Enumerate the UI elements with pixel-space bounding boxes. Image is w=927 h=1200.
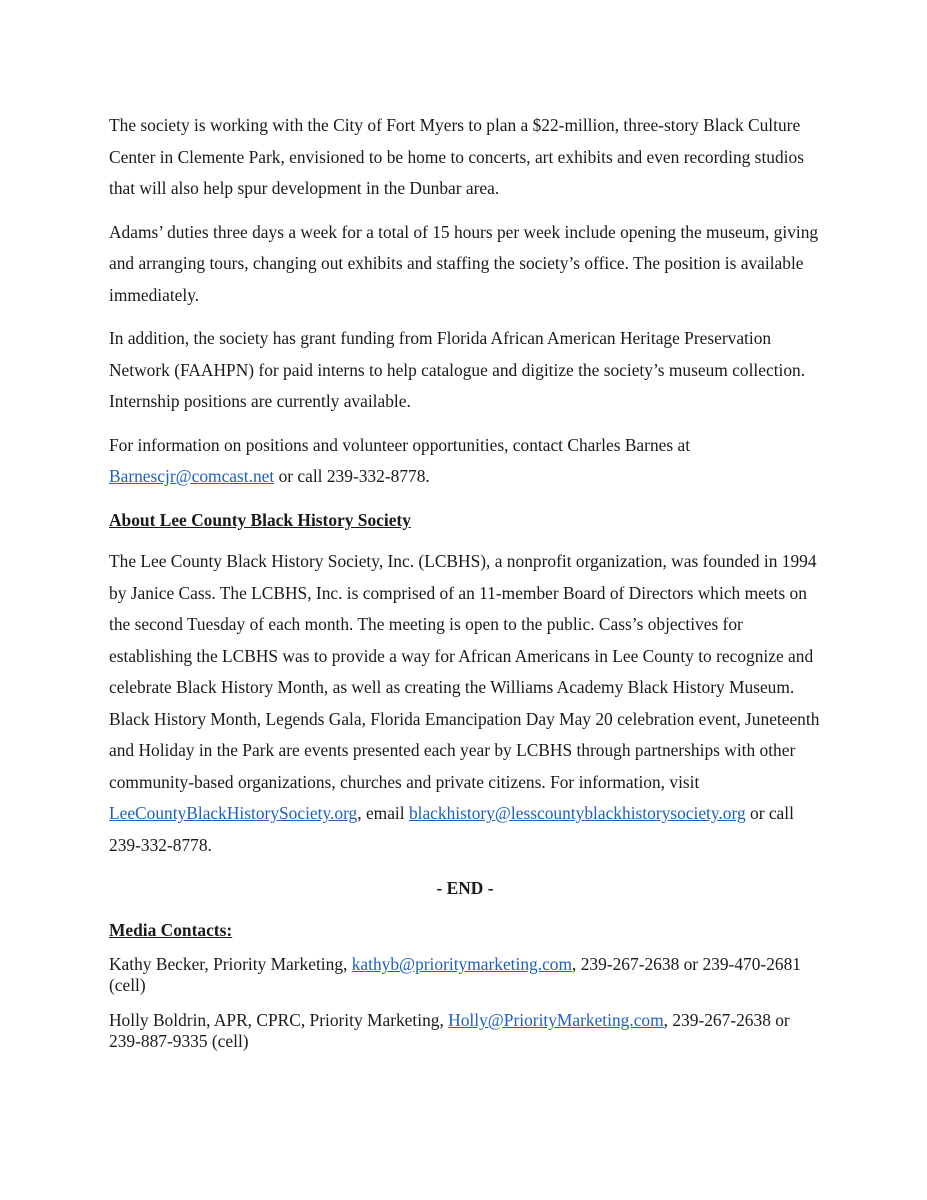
about-heading: About Lee County Black History Society [109,509,411,530]
media-contact-boldrin [109,1010,821,1052]
about-paragraph [109,546,821,861]
document-page [109,110,821,1066]
paragraph-grant-funding: In addition, the society has grant funding from Florida African American Heritage Preservation Network (FAAHPN) for paid interns to help catalogue and digitize the society’s museum collection. Internship positions are currently available. [109,328,806,411]
media-contacts-heading: Media Contacts: [109,919,233,940]
paragraph-contact-info [109,430,821,493]
about-mid-text: , email [357,803,409,823]
media-contact-becker [109,954,821,996]
society-email-link[interactable]: blackhistory@lesscountyblackhistorysociety.org [408,803,746,823]
becker-phone: , 239-267-2638 or 239-470-2681 (cell) [109,954,801,995]
about-phone: or call 239-332-8778. [109,803,794,855]
contact-info-phone: or call 239-332-8778. [274,466,430,486]
paragraph-culture-center: The society is working with the City of Fort Myers to plan a $22-million, three-story Black Culture Center in Clemente Park, envisioned to be home to concerts, art exhibits and even recording studios that will also help spur development in the Dunbar area. [109,115,804,198]
about-text: The Lee County Black History Society, Inc. (LCBHS), a nonprofit organization, was founded in 1994 by Janice Cass. The LCBHS, Inc. is comprised of an 11-member Board of Directors which meets on the second Tuesday of each month. The meeting is open to the public. Cass’s objectives for establishing the LCBHS was to provide a way for African Americans in Lee County to recognize and celebrate Black History Month, as well as creating the Williams Academy Black History Museum. Black History Month, Legends Gala, Florida Emancipation Day May 20 celebration event, Juneteenth and Holiday in the Park are events presented each year by LCBHS through partnerships with other community-based organizations, churches and private citizens. For information, visit [109,551,820,792]
boldrin-email-link[interactable]: Holly@PriorityMarketing.com [448,1010,664,1030]
boldrin-text: Holly Boldrin, APR, CPRC, Priority Marketing, [109,1010,449,1030]
becker-text: Kathy Becker, Priority Marketing, [109,954,352,974]
barnes-email-link[interactable]: Barnescjr@comcast.net [109,466,275,486]
paragraph-adams-duties: Adams’ duties three days a week for a total of 15 hours per week include opening the museum, giving and arranging tours, changing out exhibits and staffing the society’s office. The position is available immediately. [109,221,819,305]
boldrin-phone: , 239-267-2638 or 239-887-9335 (cell) [109,1010,790,1051]
becker-email-link[interactable]: kathyb@prioritymarketing.com [351,954,573,974]
end-marker: - END - [436,878,494,898]
society-website-link[interactable]: LeeCountyBlackHistorySociety.org [109,803,358,823]
contact-info-text: For information on positions and volunteer opportunities, contact Charles Barnes at [109,434,691,455]
